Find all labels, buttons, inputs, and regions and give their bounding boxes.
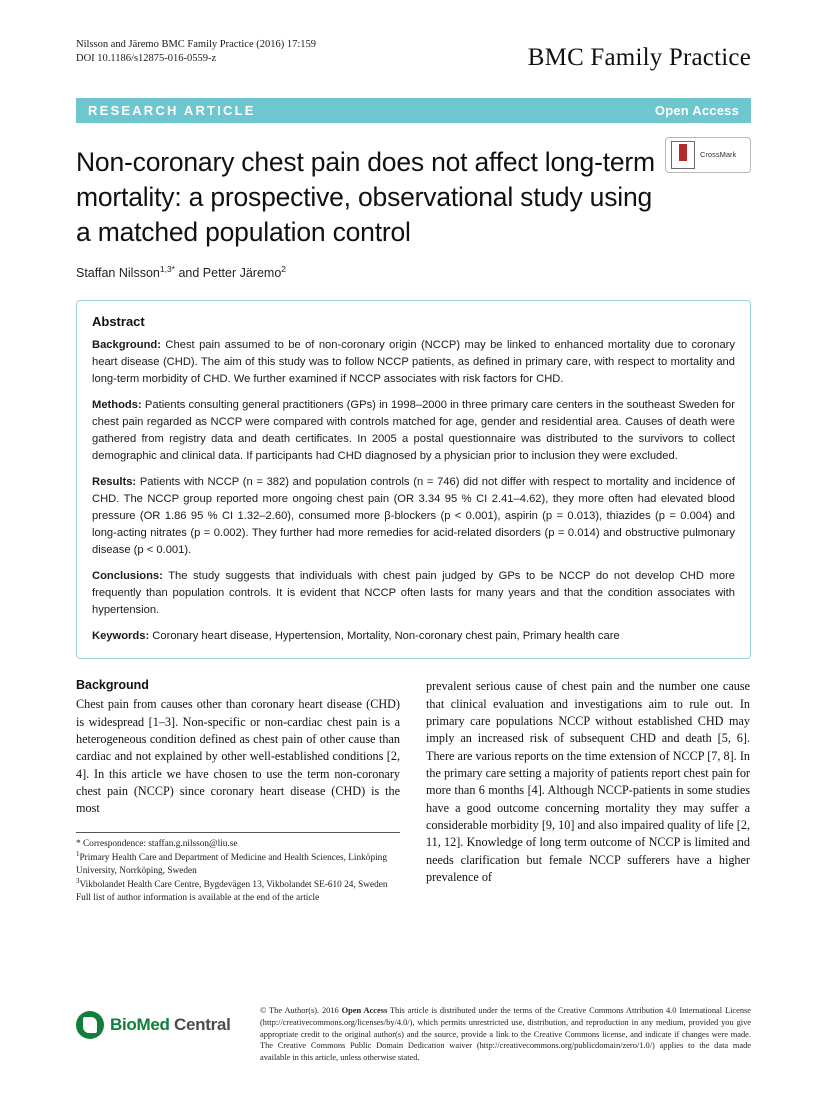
author-list (76, 264, 751, 280)
citation-line-1: Nilsson and Järemo BMC Family Practice (2016) 17:159 (76, 39, 317, 50)
abstract-keywords (92, 628, 735, 645)
abstract-heading: Abstract (92, 314, 145, 330)
article-type-bar (76, 98, 751, 123)
crossmark-icon (671, 141, 695, 169)
column-left (76, 678, 400, 904)
affiliation-1-marker: 1 (76, 850, 80, 859)
background-paragraph-left: Chest pain from causes other than coronary heart disease (CHD) is widespread [1–3]. Non-specific or non-cardiac chest pain is a heterogeneous condition defined as chest pain of other cause than cardiac and not explained by other well-established conditions [2, 4]. In this article we have chosen to use the term non-coronary chest pain (NCCP) since coronary heart disease (CHD) is the most (76, 697, 400, 816)
abstract-background-text: Chest pain assumed to be of non-coronary origin (NCCP) may be linked to enhanced mortality due to coronary heart disease (CHD). The aim of this study was to follow NCCP patients, as defined in primary care, with respect to mortality and long-term morbidity of CHD. We further examined if NCCP associates with risk factors for CHD. (92, 339, 735, 386)
affiliation-3 (76, 877, 400, 892)
page-header (76, 0, 751, 72)
crossmark-badge[interactable] (665, 137, 751, 173)
abstract-keywords-label: Keywords: (92, 630, 150, 643)
abstract-results-text: Patients with NCCP (n = 382) and population controls (n = 746) did not differ with respect to mortality and incidence of CHD. The NCCP group reported more ongoing chest pain (OR 3.34 95 % CI 2.41–4.62), they more often had elevated blood pressure (OR 1.86 95 % CI 1.32–2.60), consumed more β-blockers (p < 0.001), aspirin (p = 0.013), thiazides (p = 0.004) and long-acting nitrates (p = 0.002). They further had more remedies for acid-related disorders (p = 0.014) and obstructive pulmonary disease (p < 0.001). (92, 476, 735, 557)
section-heading-background: Background (76, 678, 149, 693)
author-2-affiliation-marker: 2 (281, 263, 287, 274)
abstract-background-label: Background: (92, 339, 161, 352)
author-separator: and Petter Järemo (174, 266, 282, 281)
license-text (260, 1005, 751, 1064)
correspondence-line[interactable]: * Correspondence: staffan.g.nilsson@liu.se (76, 838, 238, 849)
logo-central-text: Central (174, 1015, 231, 1035)
abstract-keywords-text: Coronary heart disease, Hypertension, Mortality, Non-coronary chest pain, Primary health care (149, 630, 620, 643)
abstract-conclusions-label: Conclusions: (92, 570, 163, 583)
article-type-label: RESEARCH ARTICLE (88, 103, 256, 118)
page-footer (76, 1005, 751, 1064)
open-access-label[interactable]: Open Access (654, 103, 739, 118)
page-title: Non-coronary chest pain does not affect long-term mortality: a prospective, observational study using a matched population control (76, 147, 655, 247)
abstract-conclusions (92, 568, 735, 619)
biomed-central-icon (76, 1011, 104, 1039)
abstract-methods-text: Patients consulting general practitioners (GPs) in 1998–2000 in three primary care centers in the southeast Sweden for chest pain regarded as NCCP were compared with controls matched for age, gender and residential area. Causes of death were gathered from registry data and death certificates. In 2005 a postal questionnaire was distributed to the survivors to collect demographic and clinical data. If participants had CHD diagnosed by a physician prior to inclusion they were excluded. (92, 399, 735, 463)
abstract-results-label: Results: (92, 476, 137, 489)
body-columns (76, 678, 751, 904)
citation-line-2: DOI 10.1186/s12875-016-0559-z (76, 53, 217, 65)
abstract-methods-label: Methods: (92, 399, 142, 412)
biomed-central-logo[interactable] (76, 1005, 244, 1039)
copyright-lead: © The Author(s). 2016 (260, 1006, 342, 1016)
logo-bio-text: BioMed (110, 1015, 170, 1035)
full-author-list-note: Full list of author information is available at the end of the article (76, 892, 320, 903)
abstract-section (76, 300, 751, 659)
author-1-affiliation-marker: 1,3* (159, 263, 175, 274)
title-block (76, 145, 751, 280)
background-paragraph-right: prevalent serious cause of chest pain and the number one cause that clinical evaluation and investigations aim to rule out. In primary care populations NCCP without established CHD may imply an increased risk of subsequent CHD and death [5, 6]. There are various reports on the time extension of NCCP [7, 8]. In the primary care setting a majority of patients report chest pain for more than 6 months [4]. Although NCCP-patients in some studies have a good outcome concerning mortality they may suffer a considerable morbidity [9, 10] and also impaired quality of life [2, 11, 12]. Knowledge of long term outcome of NCCP is limited and needs clarification but female NCCP sufferers have a higher prevalence of (426, 679, 750, 884)
affiliation-3-marker: 3 (76, 877, 80, 886)
abstract-methods (92, 397, 735, 465)
abstract-conclusions-text: The study suggests that individuals with chest pain judged by GPs to be NCCP do not develop CHD more frequently than population controls. It is evident that NCCP often lasts for many years and that the condition associates with hypertension. (92, 570, 735, 617)
column-right (426, 678, 750, 904)
affiliation-3-text: Vikbolandet Health Care Centre, Bygdevägen 13, Vikbolandet SE-610 24, Sweden (79, 880, 388, 891)
abstract-background (92, 337, 735, 388)
journal-title: BMC Family Practice (527, 44, 751, 71)
open-access-bold: Open Access (341, 1006, 388, 1016)
author-footnote (76, 832, 400, 905)
citation-block (76, 38, 316, 66)
affiliation-1-text: Primary Health Care and Department of Medicine and Health Sciences, Linköping University, Norrköping, Sweden (76, 853, 387, 876)
author-1: Staffan Nilsson (76, 266, 160, 281)
crossmark-label: CrossMark (700, 149, 737, 159)
license-body: This article is distributed under the terms of the Creative Commons Attribution 4.0 International License (http://creativecommons.org/licenses/by/4.0/), which permits unrestricted use, distribution, and reproduction in any medium, provided you give appropriate credit to the original author(s) and the source, provide a link to the Creative Commons license, and indicate if changes were made. The Creative Commons Public Domain Dedication waiver (http://creativecommons.org/publicdomain/zero/1.0/) applies to the data made available in this article, unless otherwise stated. (260, 1006, 751, 1063)
abstract-results (92, 474, 735, 559)
affiliation-1 (76, 850, 400, 877)
